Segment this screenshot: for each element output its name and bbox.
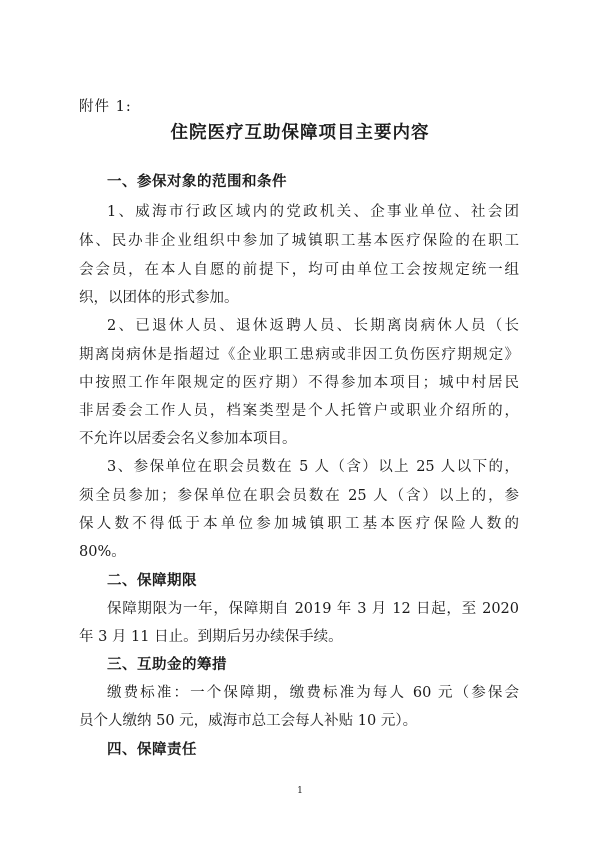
- paragraph-line: 2、已退休人员、退休返聘人员、长期离岗病休人员（长: [107, 318, 519, 334]
- paragraph-line: 80%。: [79, 544, 126, 560]
- paragraph-line: 保障期限为一年，保障期自 2019 年 3 月 12 日起，至 2020: [107, 601, 519, 617]
- section-heading-period: 二、保障期限: [107, 573, 197, 589]
- paragraph-line: 非居委会工作人员，档案类型是个人托管户或职业介绍所的，: [79, 403, 519, 419]
- paragraph-line: 中按照工作年限规定的医疗期）不得参加本项目；城中村居民: [79, 375, 519, 391]
- page-number: 1: [297, 786, 303, 796]
- paragraph-line: 体、民办非企业组织中参加了城镇职工基本医疗保险的在职工: [79, 233, 519, 249]
- section-heading-scope: 一、参保对象的范围和条件: [107, 174, 287, 190]
- section-heading-coverage: 四、保障责任: [107, 742, 197, 758]
- paragraph-line: 织，以团体的形式参加。: [79, 290, 239, 306]
- paragraph-line: 会会员，在本人自愿的前提下，均可由单位工会按规定统一组: [79, 262, 519, 278]
- paragraph-line: 缴费标准：一个保障期，缴费标准为每人 60 元（参保会: [107, 685, 519, 701]
- paragraph-line: 3、参保单位在职会员数在 5 人（含）以上 25 人以下的，: [107, 459, 519, 475]
- paragraph-line: 须全员参加；参保单位在职会员数在 25 人（含）以上的，参: [79, 488, 519, 504]
- section-heading-funding: 三、互助金的筹措: [107, 657, 227, 673]
- paragraph-line: 不允许以居委会名义参加本项目。: [79, 431, 297, 447]
- paragraph-line: 保人数不得低于本单位参加城镇职工基本医疗保险人数的: [79, 516, 519, 532]
- paragraph-line: 期离岗病休是指超过《企业职工患病或非因工负伤医疗期规定》: [79, 347, 519, 363]
- attachment-label: 附件 1:: [79, 99, 132, 115]
- paragraph-line: 1、威海市行政区域内的党政机关、企事业单位、社会团: [107, 204, 519, 220]
- document-title: 住院医疗互助保障项目主要内容: [170, 123, 430, 143]
- paragraph-line: 员个人缴纳 50 元，威海市总工会每人补贴 10 元）。: [79, 713, 418, 729]
- paragraph-line: 年 3 月 11 日止。到期后另办续保手续。: [79, 629, 343, 645]
